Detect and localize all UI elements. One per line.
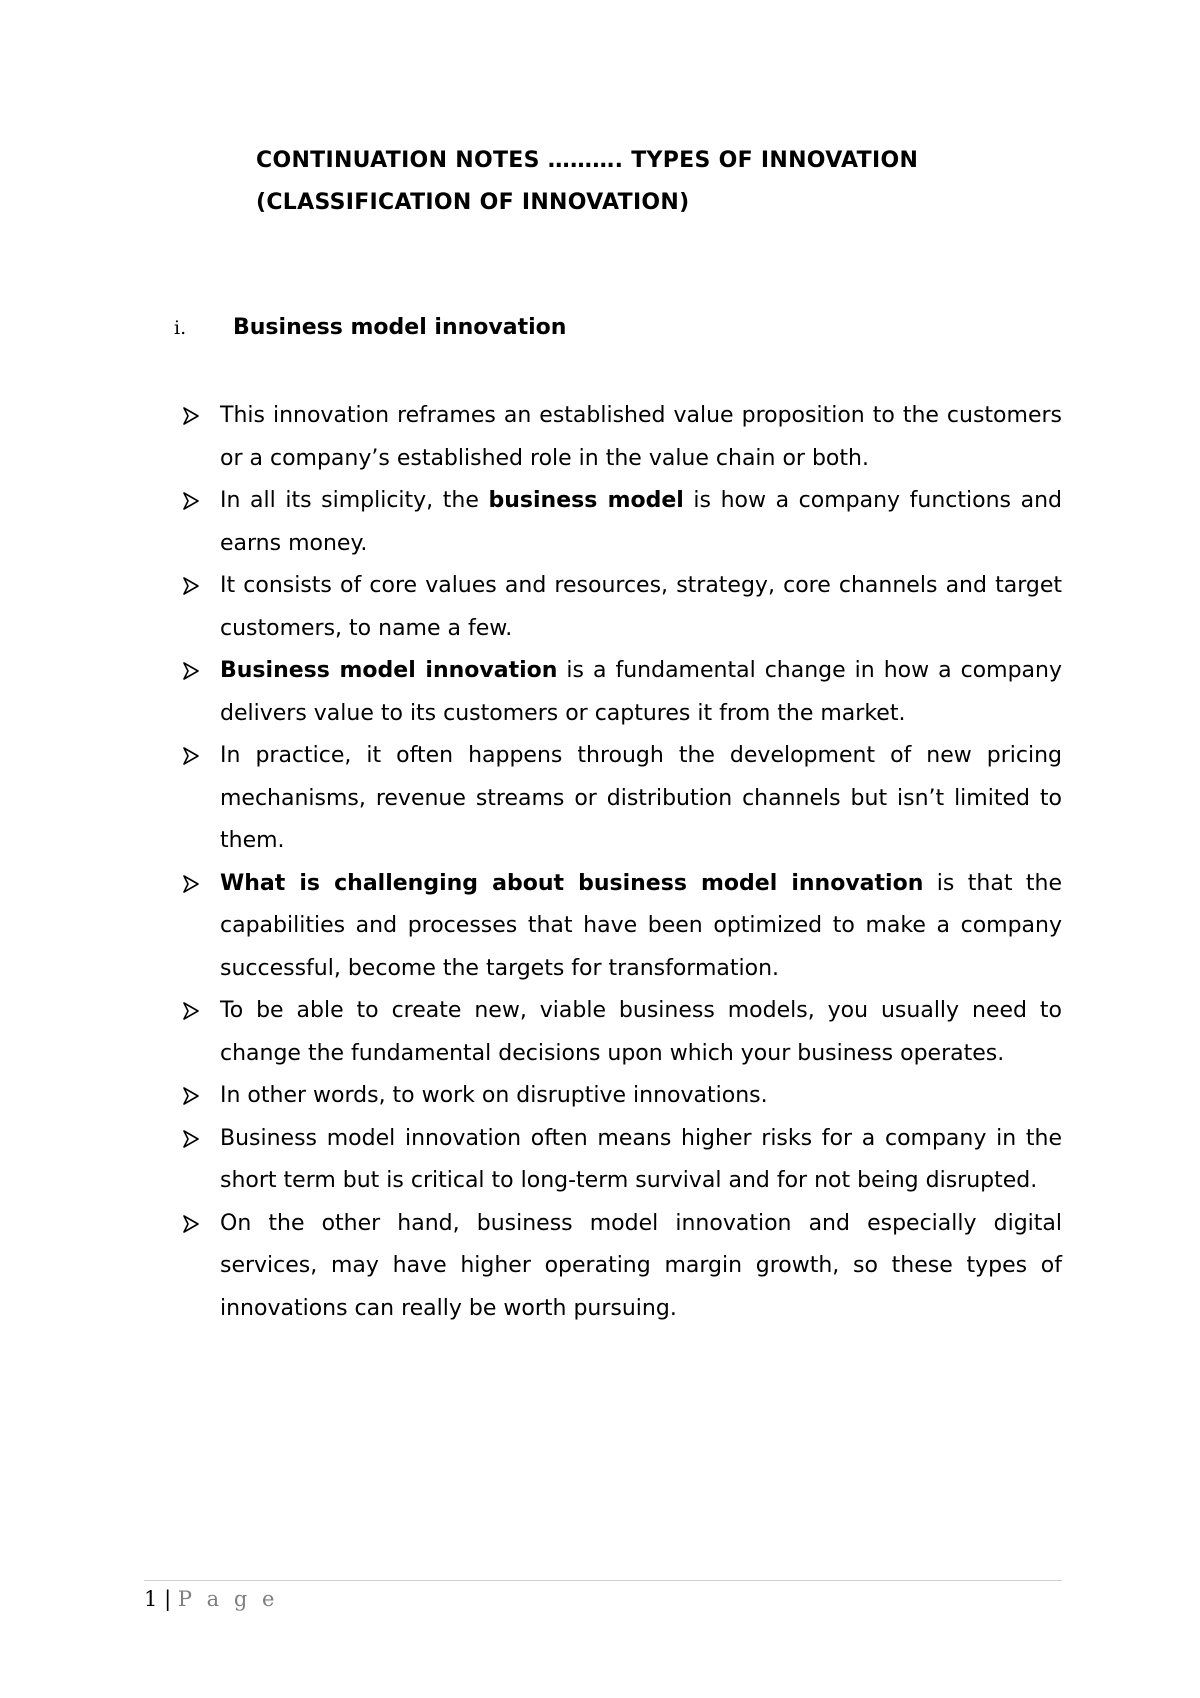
bullet-text: In practice, it often happens through the development of new pricing mechanisms, revenue streams or distribution channels but isn’t limited to them. bbox=[220, 743, 1062, 853]
page-footer bbox=[144, 1586, 278, 1612]
document-title bbox=[256, 140, 1076, 224]
list-item bbox=[182, 735, 1062, 863]
arrow-bullet-icon bbox=[182, 1215, 200, 1233]
arrow-bullet-icon bbox=[182, 577, 200, 595]
page-label: P a g e bbox=[177, 1587, 279, 1611]
list-item bbox=[182, 1118, 1062, 1203]
bullet-text: This innovation reframes an established value proposition to the customers or a company’s established role in the value chain or both. bbox=[220, 403, 1062, 471]
page-number: 1 bbox=[144, 1587, 158, 1611]
bullet-list bbox=[182, 395, 1062, 1330]
section-title: Business model innovation bbox=[233, 315, 567, 340]
list-item bbox=[182, 990, 1062, 1075]
arrow-bullet-icon bbox=[182, 662, 200, 680]
bullet-text: It consists of core values and resources, strategy, core channels and target customers, to name a few. bbox=[220, 573, 1062, 641]
list-item bbox=[182, 650, 1062, 735]
list-item bbox=[182, 395, 1062, 480]
title-line-2: (CLASSIFICATION OF INNOVATION) bbox=[256, 190, 690, 215]
bullet-text-post: is how a company functions and earns money. bbox=[220, 488, 1062, 556]
section-heading bbox=[174, 312, 566, 344]
list-item bbox=[182, 565, 1062, 650]
arrow-bullet-icon bbox=[182, 1087, 200, 1105]
arrow-bullet-icon bbox=[182, 1002, 200, 1020]
list-item bbox=[182, 1075, 1062, 1118]
arrow-bullet-icon bbox=[182, 875, 200, 893]
bullet-bold-lead: Business model innovation bbox=[220, 658, 558, 683]
bullet-text: In other words, to work on disruptive innovations. bbox=[220, 1083, 768, 1108]
footer-separator: | bbox=[164, 1587, 172, 1611]
footer-divider bbox=[144, 1580, 1062, 1581]
arrow-bullet-icon bbox=[182, 747, 200, 765]
bullet-text: Business model innovation often means higher risks for a company in the short term but is critical to long-term survival and for not being disrupted. bbox=[220, 1125, 1062, 1193]
title-line-1: CONTINUATION NOTES ………. TYPES OF INNOVATION bbox=[256, 148, 919, 173]
bullet-bold-lead: What is challenging about business model innovation bbox=[220, 870, 924, 896]
section-number: i. bbox=[174, 317, 187, 339]
list-item bbox=[182, 1203, 1062, 1331]
arrow-bullet-icon bbox=[182, 492, 200, 510]
arrow-bullet-icon bbox=[182, 1130, 200, 1148]
bullet-text: To be able to create new, viable business models, you usually need to change the fundamental decisions upon which your business operates. bbox=[220, 998, 1062, 1066]
arrow-bullet-icon bbox=[182, 407, 200, 425]
list-item bbox=[182, 863, 1062, 991]
list-item bbox=[182, 480, 1062, 565]
bullet-text-pre: In all its simplicity, the bbox=[220, 488, 489, 513]
bullet-text: is a fundamental change in how a company delivers value to its customers or captures it from the market. bbox=[220, 658, 1062, 726]
bullet-text: On the other hand, business model innovation and especially digital services, may have higher operating margin growth, so these types of innovations can really be worth pursuing. bbox=[220, 1210, 1062, 1321]
bullet-text: is that the capabilities and processes that have been optimized to make a company successful, become the targets for transformation. bbox=[220, 870, 1062, 981]
bullet-bold-term: business model bbox=[488, 488, 684, 513]
